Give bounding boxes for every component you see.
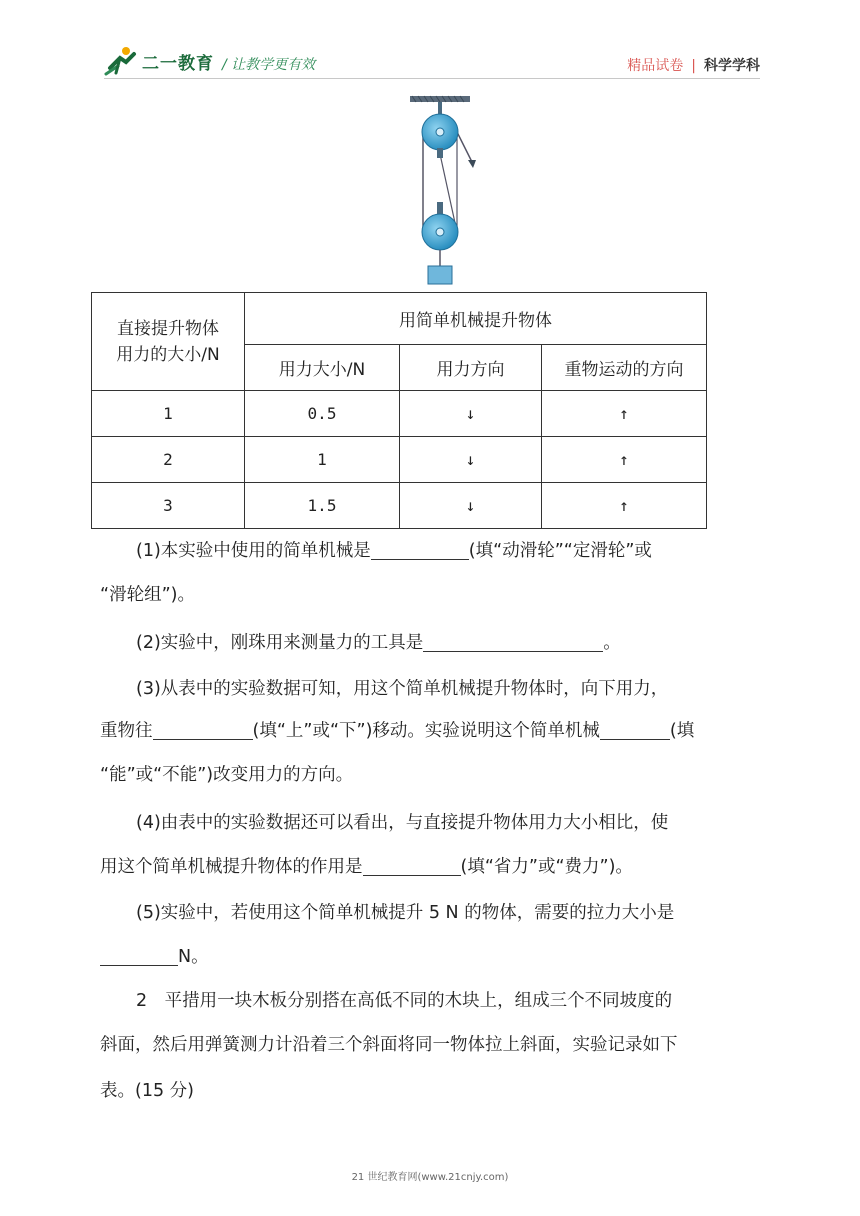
q4-text-a: (4)由表中的实验数据还可以看出，与直接提升物体用力大小相比，使: [136, 813, 669, 833]
q4-text-c: (填“省力”或“费力”)。: [460, 857, 633, 877]
logo: [104, 46, 214, 76]
q5-text-b: N。: [178, 947, 209, 967]
direct-force-header-line2: 用力的大小/N: [116, 344, 220, 365]
header-label-quality: 精品试卷: [627, 58, 684, 74]
force-direction-cell: ↓: [400, 391, 542, 437]
question-3: [100, 674, 770, 704]
q1-answer-blank[interactable]: [371, 539, 469, 560]
force-direction-header: 用力方向: [400, 345, 542, 391]
pulley-system-figure: [400, 94, 480, 288]
q1-text-a: (1)本实验中使用的简单机械是: [136, 541, 371, 561]
p2-text-a: 2 平措用一块木板分别搭在高低不同的木块上，组成三个不同坡度的: [136, 991, 673, 1011]
q4-answer-blank[interactable]: [363, 855, 461, 876]
force-cell: 1: [245, 437, 400, 483]
header-separator: |: [691, 58, 696, 74]
slogan: / 让教学更有效: [222, 57, 316, 73]
direct-force-header: [92, 293, 245, 391]
p2-text-c: 表。(15 分): [100, 1081, 194, 1101]
header-label-subject: 科学学科: [704, 58, 760, 74]
header-right: [627, 55, 760, 75]
question-1: [100, 536, 770, 566]
q3-text-d: (填: [669, 721, 695, 741]
direct-force-cell: 2: [92, 437, 245, 483]
motion-direction-cell: ↑: [542, 391, 707, 437]
logo-text: 二一教育: [142, 53, 214, 74]
q2-text-b: 。: [603, 633, 621, 653]
q3-text-a: (3)从表中的实验数据可知，用这个简单机械提升物体时，向下用力，: [136, 679, 669, 699]
page-footer: 21 世纪教育网(www.21cnjy.com): [351, 1172, 509, 1183]
q1-text-b: (填“动滑轮”“定滑轮”或: [468, 541, 652, 561]
force-cell: 0.5: [245, 391, 400, 437]
header-divider: [104, 78, 760, 79]
question-2: [100, 628, 770, 658]
question-3-line2: [100, 716, 770, 746]
q1-text-c: “滑轮组”)。: [100, 585, 195, 605]
question-4-line2: [100, 852, 770, 882]
q3-text-e: “能”或“不能”)改变用力的方向。: [100, 765, 354, 785]
direct-force-header-line1: 直接提升物体: [117, 318, 219, 339]
table-row: [92, 437, 707, 483]
question-3-line3: [100, 760, 770, 790]
motion-direction-cell: ↑: [542, 437, 707, 483]
experiment-table: [91, 292, 707, 529]
runner-logo-icon: [104, 46, 138, 76]
question-4: [100, 808, 770, 838]
problem-2-line3: [100, 1076, 770, 1106]
q3-answer-blank-2[interactable]: [600, 719, 670, 740]
direct-force-cell: 3: [92, 483, 245, 529]
direct-force-cell: 1: [92, 391, 245, 437]
q4-text-b: 用这个简单机械提升物体的作用是: [100, 857, 363, 877]
force-direction-cell: ↓: [400, 437, 542, 483]
q3-text-c: (填“上”或“下”)移动。实验说明这个简单机械: [252, 721, 600, 741]
motion-direction-header: 重物运动的方向: [542, 345, 707, 391]
problem-2: [100, 986, 770, 1016]
problem-2-line2: [100, 1030, 770, 1060]
force-cell: 1.5: [245, 483, 400, 529]
motion-direction-cell: ↑: [542, 483, 707, 529]
p2-text-b: 斜面，然后用弹簧测力计沿着三个斜面将同一物体拉上斜面，实验记录如下: [100, 1035, 678, 1055]
q2-answer-blank[interactable]: [423, 631, 603, 652]
q3-text-b: 重物往: [100, 721, 153, 741]
question-1-cont: [100, 580, 770, 610]
force-size-header: 用力大小/N: [245, 345, 400, 391]
q2-text-a: (2)实验中，刚珠用来测量力的工具是: [136, 633, 424, 653]
question-5-line2: [100, 942, 770, 972]
table-row: [92, 391, 707, 437]
q5-text-a: (5)实验中，若使用这个简单机械提升 5 N 的物体，需要的拉力大小是: [136, 903, 675, 923]
force-direction-cell: ↓: [400, 483, 542, 529]
machine-group-header: 用简单机械提升物体: [245, 293, 707, 345]
q3-answer-blank-1[interactable]: [153, 719, 253, 740]
question-5: [100, 898, 770, 928]
page-header: [0, 0, 860, 100]
q5-answer-blank[interactable]: [100, 945, 178, 966]
table-row: [92, 483, 707, 529]
